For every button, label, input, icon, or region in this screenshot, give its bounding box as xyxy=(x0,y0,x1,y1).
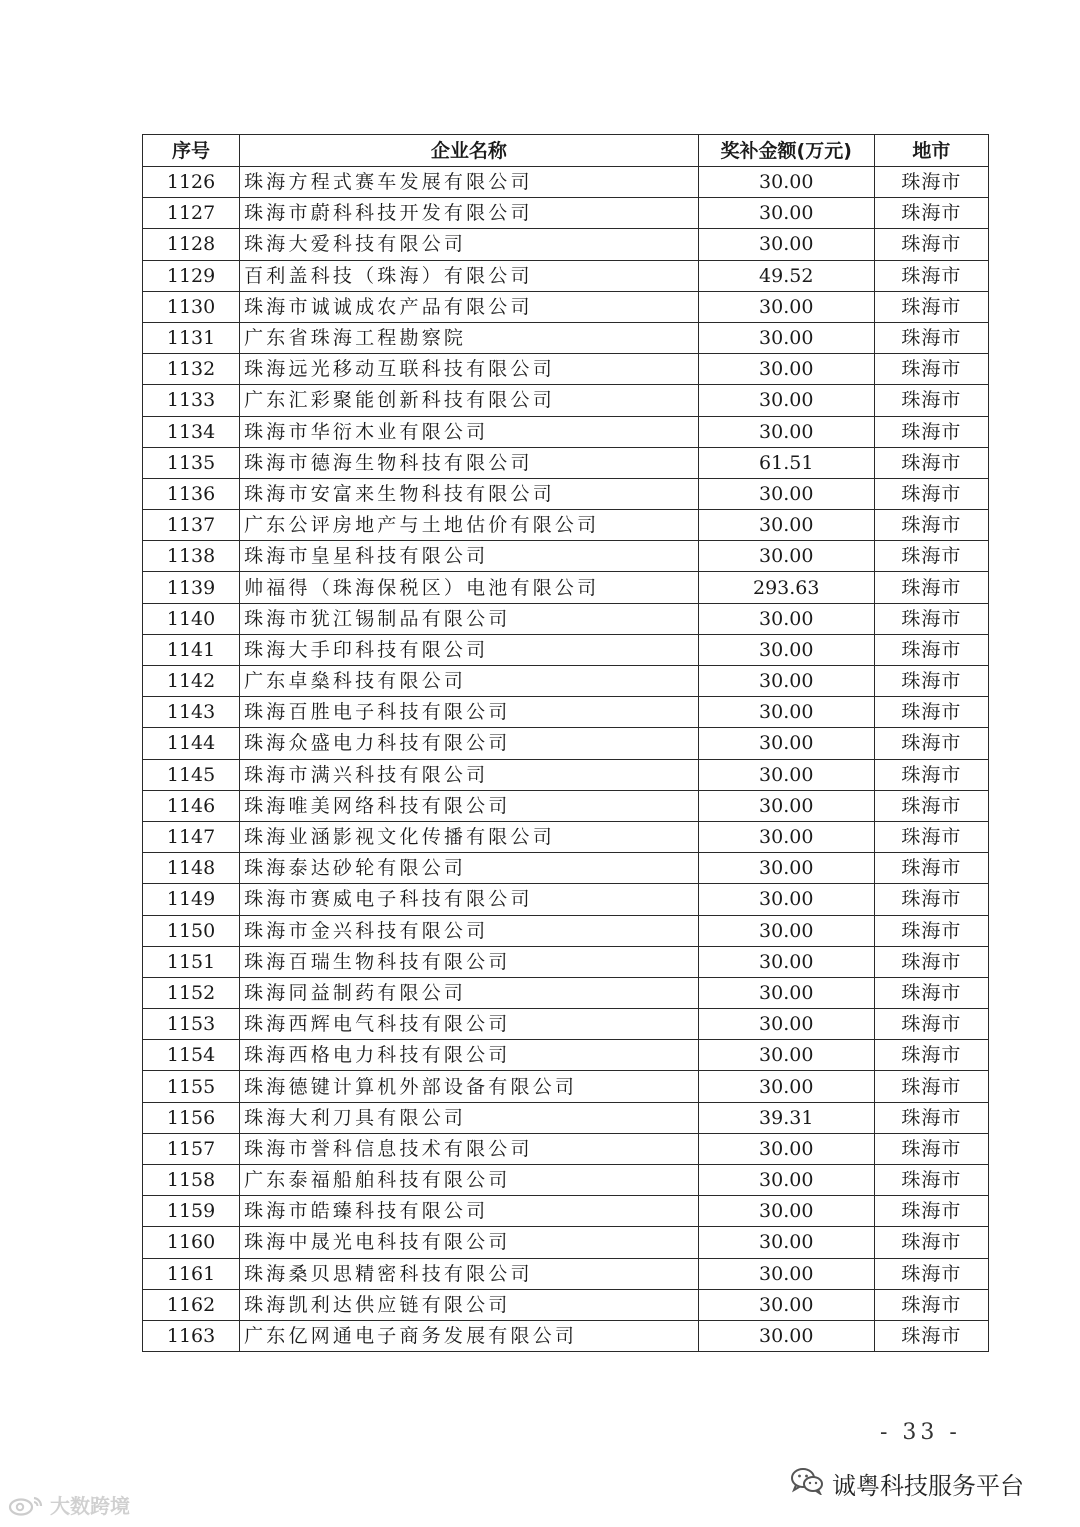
table-row xyxy=(143,884,989,915)
row-company-name: 珠海百胜电子科技有限公司 xyxy=(240,697,699,728)
row-city: 珠海市 xyxy=(874,198,988,229)
row-city: 珠海市 xyxy=(874,229,988,260)
row-award-amount: 61.51 xyxy=(698,447,874,478)
row-serial-no: 1154 xyxy=(143,1040,240,1071)
table-row xyxy=(143,1289,989,1320)
row-serial-no: 1146 xyxy=(143,790,240,821)
row-company-name: 珠海市诚诚成农产品有限公司 xyxy=(240,291,699,322)
row-city: 珠海市 xyxy=(874,1071,988,1102)
row-city: 珠海市 xyxy=(874,634,988,665)
row-award-amount: 30.00 xyxy=(698,478,874,509)
watermark-right xyxy=(790,1466,1024,1501)
row-city: 珠海市 xyxy=(874,572,988,603)
row-city: 珠海市 xyxy=(874,915,988,946)
row-serial-no: 1145 xyxy=(143,759,240,790)
row-serial-no: 1129 xyxy=(143,260,240,291)
row-city: 珠海市 xyxy=(874,853,988,884)
watermark-left xyxy=(8,1490,130,1519)
row-serial-no: 1139 xyxy=(143,572,240,603)
table-row xyxy=(143,1196,989,1227)
row-award-amount: 30.00 xyxy=(698,229,874,260)
row-award-amount: 30.00 xyxy=(698,1040,874,1071)
row-company-name: 珠海唯美网络科技有限公司 xyxy=(240,790,699,821)
row-serial-no: 1140 xyxy=(143,603,240,634)
row-company-name: 珠海市赛威电子科技有限公司 xyxy=(240,884,699,915)
row-serial-no: 1153 xyxy=(143,1009,240,1040)
table-body xyxy=(143,167,989,1352)
row-award-amount: 30.00 xyxy=(698,946,874,977)
row-city: 珠海市 xyxy=(874,260,988,291)
row-city: 珠海市 xyxy=(874,603,988,634)
row-award-amount: 30.00 xyxy=(698,1258,874,1289)
table-row xyxy=(143,697,989,728)
row-award-amount: 30.00 xyxy=(698,759,874,790)
row-serial-no: 1157 xyxy=(143,1133,240,1164)
row-company-name: 珠海方程式赛车发展有限公司 xyxy=(240,167,699,198)
table-row xyxy=(143,572,989,603)
row-serial-no: 1149 xyxy=(143,884,240,915)
row-company-name: 珠海市皇星科技有限公司 xyxy=(240,541,699,572)
award-table xyxy=(142,134,989,1352)
table-row xyxy=(143,291,989,322)
row-company-name: 珠海西辉电气科技有限公司 xyxy=(240,1009,699,1040)
row-serial-no: 1130 xyxy=(143,291,240,322)
row-city: 珠海市 xyxy=(874,1258,988,1289)
row-serial-no: 1156 xyxy=(143,1102,240,1133)
row-award-amount: 30.00 xyxy=(698,1165,874,1196)
row-award-amount: 30.00 xyxy=(698,1196,874,1227)
header-city: 地市 xyxy=(874,135,988,167)
row-city: 珠海市 xyxy=(874,291,988,322)
table-row xyxy=(143,728,989,759)
table-row xyxy=(143,915,989,946)
row-serial-no: 1131 xyxy=(143,322,240,353)
row-city: 珠海市 xyxy=(874,354,988,385)
row-city: 珠海市 xyxy=(874,1102,988,1133)
row-city: 珠海市 xyxy=(874,416,988,447)
row-city: 珠海市 xyxy=(874,759,988,790)
table-row xyxy=(143,541,989,572)
row-company-name: 帅福得（珠海保税区）电池有限公司 xyxy=(240,572,699,603)
row-company-name: 广东汇彩聚能创新科技有限公司 xyxy=(240,385,699,416)
row-serial-no: 1135 xyxy=(143,447,240,478)
row-company-name: 珠海百瑞生物科技有限公司 xyxy=(240,946,699,977)
row-company-name: 珠海市德海生物科技有限公司 xyxy=(240,447,699,478)
row-company-name: 珠海市皓臻科技有限公司 xyxy=(240,1196,699,1227)
row-award-amount: 30.00 xyxy=(698,728,874,759)
row-award-amount: 30.00 xyxy=(698,354,874,385)
table-row xyxy=(143,1071,989,1102)
table-row xyxy=(143,260,989,291)
row-company-name: 珠海业涵影视文化传播有限公司 xyxy=(240,821,699,852)
row-award-amount: 30.00 xyxy=(698,167,874,198)
table-row xyxy=(143,603,989,634)
row-award-amount: 30.00 xyxy=(698,603,874,634)
table-row xyxy=(143,354,989,385)
table-header-row xyxy=(143,135,989,167)
row-award-amount: 30.00 xyxy=(698,198,874,229)
weibo-logo-icon xyxy=(8,1494,46,1516)
row-award-amount: 30.00 xyxy=(698,510,874,541)
row-serial-no: 1144 xyxy=(143,728,240,759)
row-award-amount: 30.00 xyxy=(698,884,874,915)
row-award-amount: 30.00 xyxy=(698,821,874,852)
header-company-name: 企业名称 xyxy=(240,135,699,167)
row-company-name: 广东省珠海工程勘察院 xyxy=(240,322,699,353)
row-city: 珠海市 xyxy=(874,946,988,977)
row-company-name: 珠海市犹江锡制品有限公司 xyxy=(240,603,699,634)
row-award-amount: 30.00 xyxy=(698,291,874,322)
row-serial-no: 1128 xyxy=(143,229,240,260)
table-row xyxy=(143,1009,989,1040)
table-row xyxy=(143,416,989,447)
row-city: 珠海市 xyxy=(874,977,988,1008)
row-city: 珠海市 xyxy=(874,1227,988,1258)
row-company-name: 广东亿网通电子商务发展有限公司 xyxy=(240,1320,699,1351)
row-serial-no: 1151 xyxy=(143,946,240,977)
table-row xyxy=(143,1320,989,1351)
row-company-name: 珠海桑贝思精密科技有限公司 xyxy=(240,1258,699,1289)
row-city: 珠海市 xyxy=(874,1196,988,1227)
row-award-amount: 30.00 xyxy=(698,322,874,353)
row-city: 珠海市 xyxy=(874,728,988,759)
table-row xyxy=(143,510,989,541)
row-company-name: 广东卓燊科技有限公司 xyxy=(240,666,699,697)
table-row xyxy=(143,385,989,416)
table-row xyxy=(143,1165,989,1196)
row-city: 珠海市 xyxy=(874,510,988,541)
row-company-name: 珠海市誉科信息技术有限公司 xyxy=(240,1133,699,1164)
row-company-name: 珠海大利刀具有限公司 xyxy=(240,1102,699,1133)
row-city: 珠海市 xyxy=(874,447,988,478)
row-serial-no: 1134 xyxy=(143,416,240,447)
row-city: 珠海市 xyxy=(874,385,988,416)
row-award-amount: 293.63 xyxy=(698,572,874,603)
row-company-name: 珠海市安富来生物科技有限公司 xyxy=(240,478,699,509)
row-city: 珠海市 xyxy=(874,478,988,509)
row-award-amount: 30.00 xyxy=(698,697,874,728)
row-city: 珠海市 xyxy=(874,884,988,915)
row-serial-no: 1127 xyxy=(143,198,240,229)
table-row xyxy=(143,977,989,1008)
table-row xyxy=(143,853,989,884)
row-city: 珠海市 xyxy=(874,541,988,572)
row-serial-no: 1148 xyxy=(143,853,240,884)
table-row xyxy=(143,1133,989,1164)
table-row xyxy=(143,634,989,665)
table-row xyxy=(143,167,989,198)
table-row xyxy=(143,666,989,697)
row-company-name: 珠海中晟光电科技有限公司 xyxy=(240,1227,699,1258)
row-award-amount: 30.00 xyxy=(698,541,874,572)
row-award-amount: 49.52 xyxy=(698,260,874,291)
table-row xyxy=(143,759,989,790)
row-award-amount: 30.00 xyxy=(698,915,874,946)
row-company-name: 广东公评房地产与土地估价有限公司 xyxy=(240,510,699,541)
row-company-name: 珠海德键计算机外部设备有限公司 xyxy=(240,1071,699,1102)
table-row xyxy=(143,790,989,821)
row-city: 珠海市 xyxy=(874,697,988,728)
row-city: 珠海市 xyxy=(874,1040,988,1071)
table-row xyxy=(143,1258,989,1289)
row-serial-no: 1143 xyxy=(143,697,240,728)
watermark-left-text: 大数跨境 xyxy=(50,1494,130,1518)
row-company-name: 珠海凯利达供应链有限公司 xyxy=(240,1289,699,1320)
row-award-amount: 30.00 xyxy=(698,1289,874,1320)
row-company-name: 珠海泰达砂轮有限公司 xyxy=(240,853,699,884)
row-city: 珠海市 xyxy=(874,1165,988,1196)
row-award-amount: 30.00 xyxy=(698,666,874,697)
row-serial-no: 1161 xyxy=(143,1258,240,1289)
row-company-name: 百利盖科技（珠海）有限公司 xyxy=(240,260,699,291)
table-row xyxy=(143,946,989,977)
row-company-name: 珠海众盛电力科技有限公司 xyxy=(240,728,699,759)
table-row xyxy=(143,198,989,229)
row-award-amount: 30.00 xyxy=(698,1009,874,1040)
row-company-name: 珠海大爱科技有限公司 xyxy=(240,229,699,260)
row-serial-no: 1137 xyxy=(143,510,240,541)
row-serial-no: 1160 xyxy=(143,1227,240,1258)
row-serial-no: 1126 xyxy=(143,167,240,198)
row-city: 珠海市 xyxy=(874,1009,988,1040)
page-number: - 33 - xyxy=(880,1420,961,1445)
row-city: 珠海市 xyxy=(874,666,988,697)
row-serial-no: 1162 xyxy=(143,1289,240,1320)
row-company-name: 珠海市华衍木业有限公司 xyxy=(240,416,699,447)
row-award-amount: 30.00 xyxy=(698,416,874,447)
row-award-amount: 30.00 xyxy=(698,1227,874,1258)
table-row xyxy=(143,447,989,478)
row-award-amount: 30.00 xyxy=(698,853,874,884)
header-award-amount: 奖补金额(万元) xyxy=(698,135,874,167)
row-serial-no: 1150 xyxy=(143,915,240,946)
row-company-name: 珠海市蔚科科技开发有限公司 xyxy=(240,198,699,229)
row-company-name: 珠海市满兴科技有限公司 xyxy=(240,759,699,790)
row-company-name: 珠海远光移动互联科技有限公司 xyxy=(240,354,699,385)
row-serial-no: 1155 xyxy=(143,1071,240,1102)
table-row xyxy=(143,229,989,260)
row-serial-no: 1142 xyxy=(143,666,240,697)
row-serial-no: 1158 xyxy=(143,1165,240,1196)
row-serial-no: 1163 xyxy=(143,1320,240,1351)
row-company-name: 珠海大手印科技有限公司 xyxy=(240,634,699,665)
header-serial-no: 序号 xyxy=(143,135,240,167)
row-award-amount: 30.00 xyxy=(698,1071,874,1102)
row-serial-no: 1159 xyxy=(143,1196,240,1227)
row-company-name: 珠海西格电力科技有限公司 xyxy=(240,1040,699,1071)
table-row xyxy=(143,1040,989,1071)
row-city: 珠海市 xyxy=(874,821,988,852)
row-award-amount: 30.00 xyxy=(698,634,874,665)
row-award-amount: 39.31 xyxy=(698,1102,874,1133)
row-city: 珠海市 xyxy=(874,167,988,198)
table-row xyxy=(143,821,989,852)
row-award-amount: 30.00 xyxy=(698,385,874,416)
row-city: 珠海市 xyxy=(874,1133,988,1164)
table-row xyxy=(143,1102,989,1133)
wechat-logo-icon xyxy=(790,1467,824,1501)
row-serial-no: 1136 xyxy=(143,478,240,509)
row-city: 珠海市 xyxy=(874,1320,988,1351)
row-city: 珠海市 xyxy=(874,322,988,353)
watermark-right-text: 诚粤科技服务平台 xyxy=(832,1472,1024,1500)
table-row xyxy=(143,478,989,509)
row-city: 珠海市 xyxy=(874,1289,988,1320)
table-row xyxy=(143,322,989,353)
row-award-amount: 30.00 xyxy=(698,1320,874,1351)
row-award-amount: 30.00 xyxy=(698,1133,874,1164)
table-row xyxy=(143,1227,989,1258)
row-serial-no: 1133 xyxy=(143,385,240,416)
row-serial-no: 1152 xyxy=(143,977,240,1008)
row-award-amount: 30.00 xyxy=(698,790,874,821)
row-company-name: 广东泰福船舶科技有限公司 xyxy=(240,1165,699,1196)
row-company-name: 珠海市金兴科技有限公司 xyxy=(240,915,699,946)
row-serial-no: 1147 xyxy=(143,821,240,852)
row-serial-no: 1141 xyxy=(143,634,240,665)
row-city: 珠海市 xyxy=(874,790,988,821)
row-serial-no: 1132 xyxy=(143,354,240,385)
row-company-name: 珠海同益制药有限公司 xyxy=(240,977,699,1008)
row-award-amount: 30.00 xyxy=(698,977,874,1008)
row-serial-no: 1138 xyxy=(143,541,240,572)
